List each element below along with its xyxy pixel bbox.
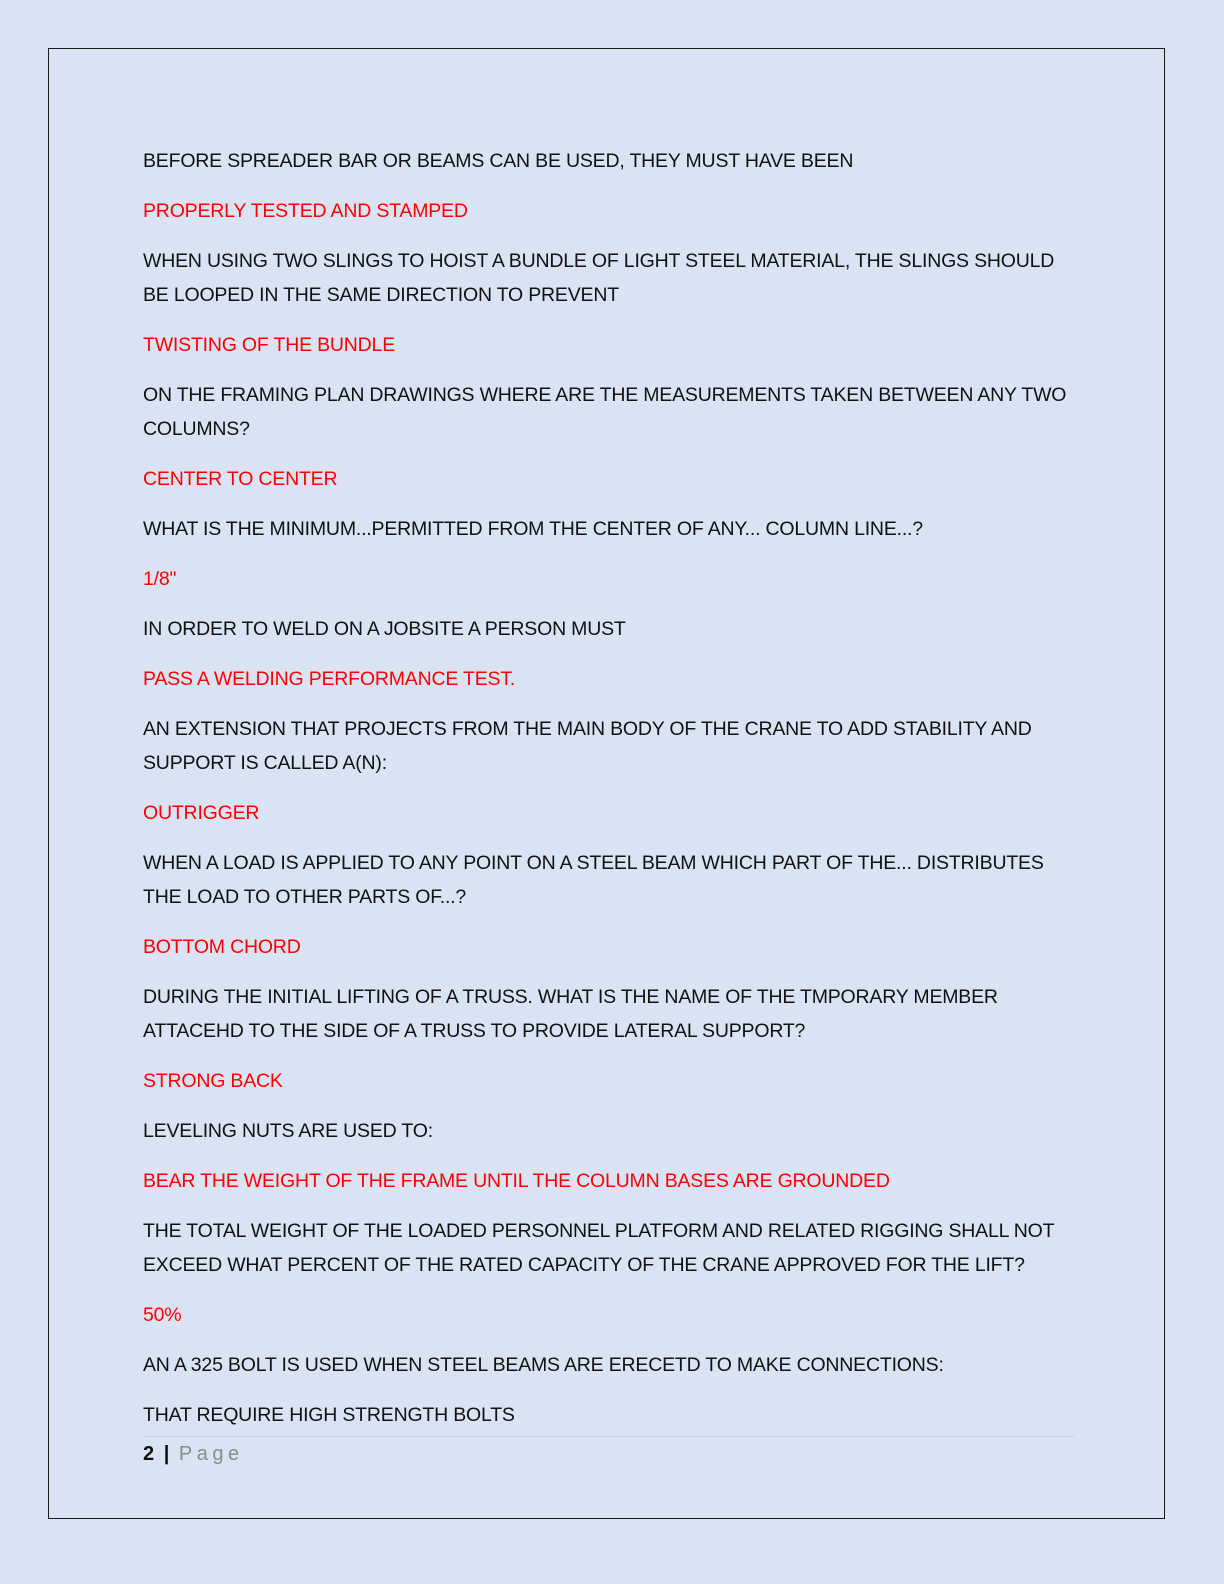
footer-divider: [143, 1436, 1074, 1437]
answer-text: 50%: [143, 1304, 182, 1326]
answer-text: TWISTING OF THE BUNDLE: [143, 334, 396, 356]
question-text: IN ORDER TO WELD ON A JOBSITE A PERSON MUST: [143, 618, 626, 640]
question-text: WHEN A LOAD IS APPLIED TO ANY POINT ON A STEEL BEAM WHICH PART OF THE... DISTRIBUTES THE LOAD TO OTHER PARTS OF...?: [143, 852, 1044, 908]
answer-text: STRONG BACK: [143, 1070, 283, 1092]
page-number: 2: [143, 1443, 155, 1465]
question-text: DURING THE INITIAL LIFTING OF A TRUSS. WHAT IS THE NAME OF THE TMPORARY MEMBER ATTACEHD TO THE SIDE OF A TRUSS TO PROVIDE LATERAL SUPPORT?: [143, 986, 998, 1042]
answer-text: PASS A WELDING PERFORMANCE TEST.: [143, 668, 516, 690]
answer-text: PROPERLY TESTED AND STAMPED: [143, 200, 468, 222]
question-text: THAT REQUIRE HIGH STRENGTH BOLTS: [143, 1404, 515, 1426]
answer-text: BOTTOM CHORD: [143, 936, 301, 958]
page-label: Page: [178, 1443, 244, 1465]
answer-text: OUTRIGGER: [143, 802, 260, 824]
page-footer: [143, 1440, 244, 1468]
question-text: WHEN USING TWO SLINGS TO HOIST A BUNDLE OF LIGHT STEEL MATERIAL, THE SLINGS SHOULD BE LOOPED IN THE SAME DIRECTION TO PREVENT: [143, 250, 1055, 306]
question-text: AN EXTENSION THAT PROJECTS FROM THE MAIN BODY OF THE CRANE TO ADD STABILITY AND SUPPORT IS CALLED A(N):: [143, 718, 1032, 774]
answer-text: BEAR THE WEIGHT OF THE FRAME UNTIL THE COLUMN BASES ARE GROUNDED: [143, 1170, 890, 1192]
document-body: [143, 144, 1083, 1448]
question-text: ON THE FRAMING PLAN DRAWINGS WHERE ARE THE MEASUREMENTS TAKEN BETWEEN ANY TWO COLUMNS?: [143, 384, 1067, 440]
footer-separator: |: [163, 1443, 170, 1465]
question-text: LEVELING NUTS ARE USED TO:: [143, 1120, 433, 1142]
question-text: AN A 325 BOLT IS USED WHEN STEEL BEAMS ARE ERECETD TO MAKE CONNECTIONS:: [143, 1354, 944, 1376]
question-text: WHAT IS THE MINIMUM...PERMITTED FROM THE CENTER OF ANY... COLUMN LINE...?: [143, 518, 923, 540]
question-text: THE TOTAL WEIGHT OF THE LOADED PERSONNEL PLATFORM AND RELATED RIGGING SHALL NOT EXCEED WHAT PERCENT OF THE RATED CAPACITY OF THE CRANE APPROVED FOR THE LIFT?: [143, 1220, 1054, 1276]
answer-text: CENTER TO CENTER: [143, 468, 338, 490]
question-text: BEFORE SPREADER BAR OR BEAMS CAN BE USED, THEY MUST HAVE BEEN: [143, 150, 854, 172]
answer-text: 1/8": [143, 568, 177, 590]
